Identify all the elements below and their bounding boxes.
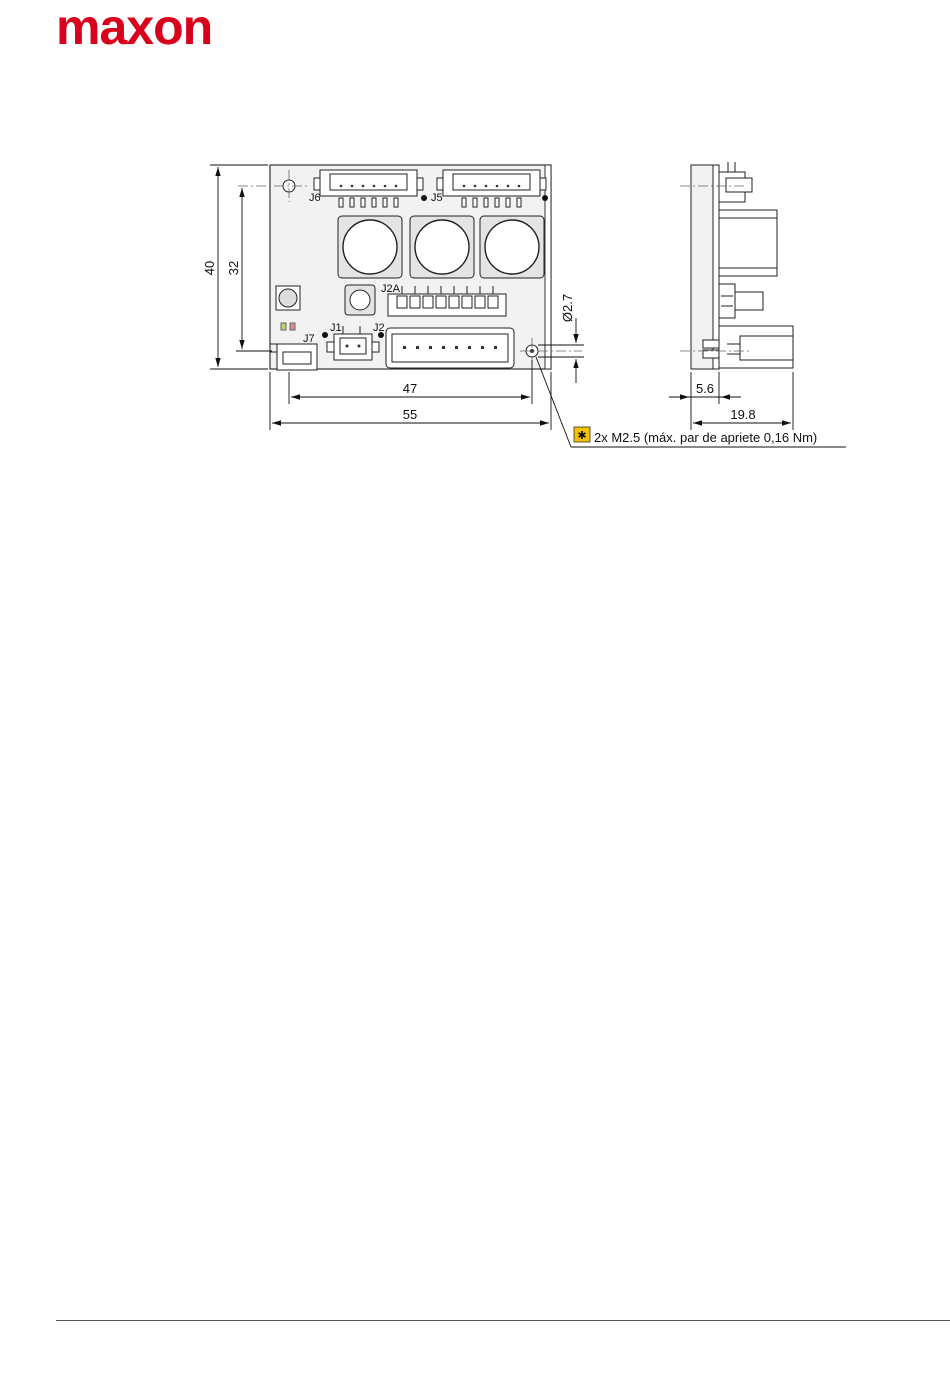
- led-red: [290, 323, 295, 330]
- label-j1: J1: [330, 322, 342, 334]
- dim-5-6-label: 5.6: [695, 381, 715, 396]
- dim-55-label: 55: [402, 407, 418, 422]
- dim-40-label: 40: [202, 260, 217, 276]
- footer-rule: [56, 1320, 950, 1321]
- label-j6: J6: [309, 192, 321, 204]
- connector-j2-shape: [386, 328, 514, 368]
- potentiometer: [276, 286, 300, 310]
- maxon-logo: maxon: [56, 0, 213, 55]
- svg-text:✱: ✱: [577, 430, 587, 442]
- label-j2: J2: [373, 322, 385, 334]
- torque-note: [574, 427, 817, 445]
- capacitor: [345, 285, 375, 315]
- torque-note-text: 2x M2.5 (máx. par de apriete 0,16 Nm): [594, 430, 818, 445]
- dim-47-label: 47: [402, 381, 418, 396]
- led-green: [281, 323, 286, 330]
- inductor-2: [410, 216, 474, 278]
- label-j5: J5: [431, 192, 443, 204]
- connector-j7-shape: [270, 344, 317, 370]
- label-j7: J7: [303, 333, 315, 345]
- dim-19-8-label: 19.8: [730, 407, 756, 422]
- inductor-3: [480, 216, 544, 278]
- dim-32-label: 32: [226, 260, 241, 276]
- dim-hole-diameter-label: Ø2.7: [560, 293, 575, 323]
- side-view: [680, 162, 793, 369]
- front-view: [238, 165, 582, 370]
- label-j2a: J2A: [381, 283, 400, 295]
- inductor-1: [338, 216, 402, 278]
